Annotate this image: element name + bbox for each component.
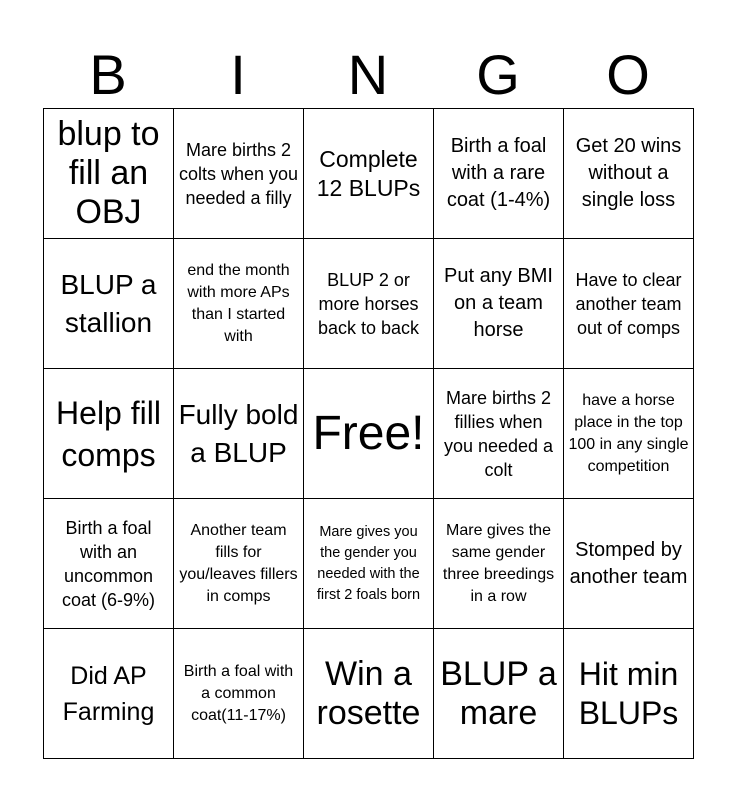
cell-text: Mare births 2 fillies when you needed a colt: [443, 387, 554, 480]
board-row-1: [44, 109, 694, 239]
cell-text: BLUP 2 or more horses back to back: [317, 269, 420, 338]
cell-text: blup to fill an OBJ: [57, 115, 160, 231]
cell-text: Get 20 wins without a single loss: [575, 135, 682, 211]
bingo-cell[interactable]: [434, 369, 564, 499]
cell-text: Mare gives you the gender you needed with the first 2 foals born: [316, 523, 421, 603]
cell-text: Did AP Farming: [62, 661, 155, 726]
header-letter-n: N: [347, 43, 389, 106]
bingo-board: [43, 108, 694, 759]
bingo-cell[interactable]: [304, 239, 434, 369]
bingo-cell[interactable]: [564, 239, 694, 369]
bingo-cell[interactable]: [564, 109, 694, 239]
bingo-cell[interactable]: [44, 239, 174, 369]
cell-text: Mare births 2 colts when you needed a filly: [178, 139, 299, 208]
cell-text: Put any BMI on a team horse: [444, 265, 553, 341]
cell-text: BLUP a mare: [440, 654, 557, 732]
board-row-4: [44, 499, 694, 629]
bingo-cell[interactable]: [434, 499, 564, 629]
bingo-cell[interactable]: [434, 109, 564, 239]
bingo-cell[interactable]: [434, 239, 564, 369]
bingo-cell[interactable]: [174, 109, 304, 239]
bingo-cell[interactable]: [304, 369, 434, 499]
cell-text: Mare gives the same gender three breedings in a row: [442, 521, 555, 605]
cell-text: Another team fills for you/leaves fillers in comps: [179, 521, 298, 605]
bingo-cell[interactable]: [304, 499, 434, 629]
free-space: Free!: [312, 406, 425, 460]
board-row-5: [44, 629, 694, 759]
cell-text: Win a rosette: [316, 654, 421, 732]
bingo-header: [43, 42, 693, 108]
cell-text: Birth a foal with a rare coat (1-4%): [446, 135, 551, 211]
cell-text: Have to clear another team out of comps: [575, 269, 682, 338]
cell-text: Stomped by another team: [569, 538, 688, 588]
bingo-cell[interactable]: [174, 629, 304, 759]
header-letter-o: O: [606, 43, 650, 106]
cell-text: Fully bold a BLUP: [178, 398, 299, 468]
cell-text: Birth a foal with a common coat(11-17%): [183, 662, 294, 724]
cell-text: Complete 12 BLUPs: [316, 145, 421, 201]
cell-text: Birth a foal with an uncommon coat (6-9%): [61, 517, 156, 610]
header-letter-i: I: [230, 43, 246, 106]
board-row-3: [44, 369, 694, 499]
bingo-cell[interactable]: [564, 629, 694, 759]
bingo-cell[interactable]: [174, 369, 304, 499]
bingo-cell[interactable]: [174, 499, 304, 629]
bingo-cell[interactable]: [174, 239, 304, 369]
header-letter-g: G: [476, 43, 520, 106]
bingo-cell[interactable]: [44, 629, 174, 759]
bingo-cell[interactable]: [564, 369, 694, 499]
bingo-cell[interactable]: [304, 629, 434, 759]
bingo-cell[interactable]: [564, 499, 694, 629]
bingo-cell[interactable]: [434, 629, 564, 759]
bingo-cell[interactable]: [44, 369, 174, 499]
cell-text: Hit min BLUPs: [578, 655, 679, 731]
cell-text: Help fill comps: [56, 394, 161, 473]
cell-text: BLUP a stallion: [60, 268, 157, 338]
board-row-2: [44, 239, 694, 369]
bingo-cell[interactable]: [44, 499, 174, 629]
cell-text: have a horse place in the top 100 in any single competition: [568, 391, 689, 475]
bingo-cell[interactable]: [44, 109, 174, 239]
header-letter-b: B: [89, 43, 127, 106]
cell-text: end the month with more APs than I started with: [187, 261, 290, 345]
bingo-cell[interactable]: [304, 109, 434, 239]
